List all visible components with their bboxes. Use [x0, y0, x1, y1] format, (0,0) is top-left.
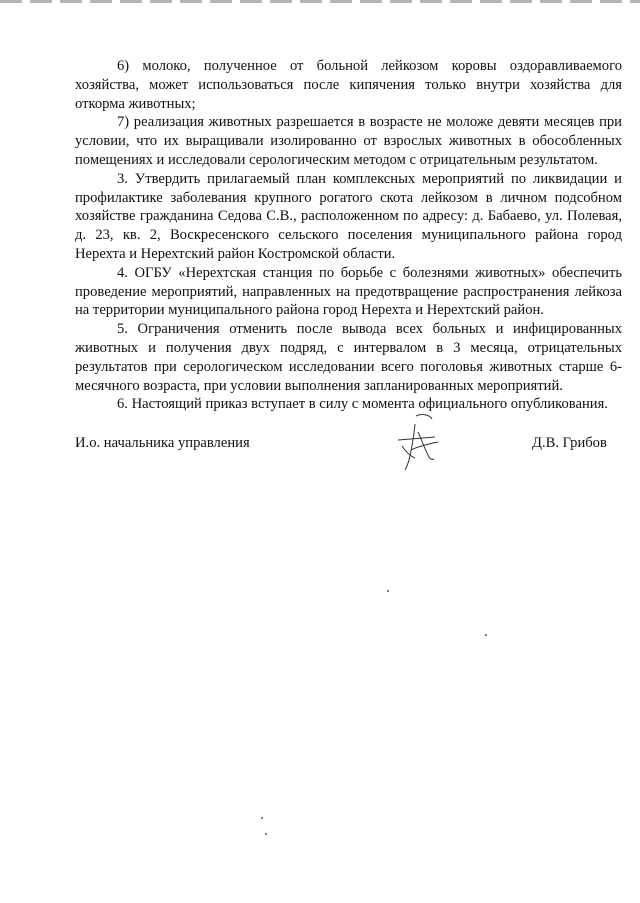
paragraph-item-7: 7) реализация животных разрешается в возрасте не моложе девяти месяцев при условии, что их выращивали изолированно от взрослых животных в обособленных помещениях и исследовали серологическим методом с отрицательным результатом. [75, 114, 622, 168]
paragraph-approve-plan: 3. Утвердить прилагаемый план комплексных мероприятий по ликвидации и профилактике заболевания крупного рогатого скота лейкозом в личном подсобном хозяйстве гражданина Седова С.В., расположенном по адресу: д. Бабаево, ул. Полевая, д. 23, кв. 2, Воскресенского сельского поселения муниципального района город Нерехта и Нерехтский район Костромской области. [75, 170, 622, 262]
scan-top-edge [0, 0, 640, 3]
scan-speck [485, 634, 487, 636]
signatory-name: Д.В. Грибов [532, 435, 607, 451]
scan-speck [261, 817, 263, 819]
scan-speck [265, 833, 267, 835]
handwritten-signature [388, 410, 448, 472]
paragraph-item-6: 6) молоко, полученное от больной лейкозом коровы оздоравливаемого хозяйства, может использоваться после кипячения только внутри хозяйства для откорма животных; [75, 58, 622, 112]
document-body [75, 57, 622, 414]
paragraph-station-duty: 4. ОГБУ «Нерехтская станция по борьбе с болезнями животных» обеспечить проведение мероприятий, направленных на предотвращение распространения лейкоза на территории муниципального района город Нерехта и Нерехтский район. [75, 264, 622, 319]
paragraph-restrictions-lift: 5. Ограничения отменить после вывода всех больных и инфицированных животных и получения двух подряд, с интервалом в 3 месяца, отрицательных результатов при серологическом исследовании всего поголовья животных старше 6-месячного возраста, при условии выполнения запланированных мероприятий. [75, 321, 622, 394]
signatory-title: И.о. начальника управления [75, 435, 250, 451]
scan-speck [387, 590, 389, 592]
paragraph-effective-date: 6. Настоящий приказ вступает в силу с момента официального опубликования. [117, 396, 608, 413]
